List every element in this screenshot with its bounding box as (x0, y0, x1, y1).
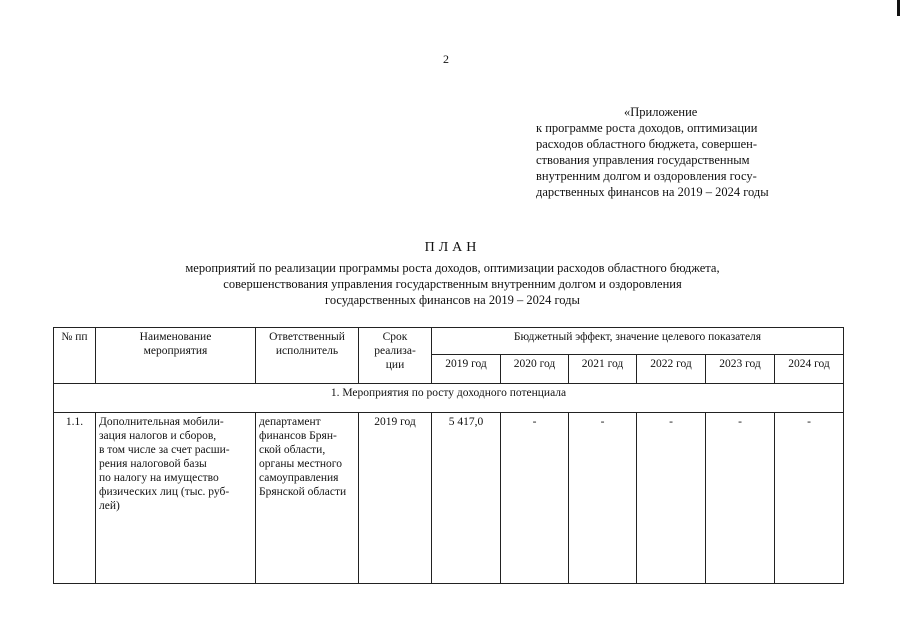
header-budget-effect: Бюджетный эффект, значение целевого показателя (432, 328, 844, 355)
page-number: 2 (443, 52, 449, 66)
document-title: ПЛАН (424, 240, 481, 255)
header-year: 2020 год (501, 355, 569, 384)
row-name: Дополнительная мобили- зация налогов и сборов, в том числе за счет расши- рения налоговой базы по налогу на имущество физических лиц (тыс. руб- лей) (96, 413, 256, 584)
header-num: № пп (54, 328, 96, 384)
appendix-line: «Приложение (624, 105, 698, 119)
document-subtitle (0, 260, 905, 308)
section-row (54, 384, 844, 413)
table-row (54, 413, 844, 584)
header-year: 2022 год (637, 355, 706, 384)
plan-table (53, 327, 844, 584)
appendix-line: внутренним долгом и оздоровления госу- (536, 169, 757, 183)
header-executor: Ответственный исполнитель (256, 328, 359, 384)
header-year: 2021 год (569, 355, 637, 384)
row-executor: департамент финансов Брян- ской области, органы местного самоуправления Брянской области (256, 413, 359, 584)
appendix-note (536, 104, 836, 200)
header-name: Наименование мероприятия (96, 328, 256, 384)
row-term: 2019 год (359, 413, 432, 584)
subtitle-line: государственных финансов на 2019 – 2024 годы (325, 293, 580, 307)
row-value-2024: - (775, 413, 844, 584)
header-year: 2023 год (706, 355, 775, 384)
subtitle-line: мероприятий по реализации программы роста доходов, оптимизации расходов областного бюджета, (185, 261, 720, 275)
header-row (54, 328, 844, 355)
row-value-2022: - (637, 413, 706, 584)
header-year: 2024 год (775, 355, 844, 384)
appendix-line: расходов областного бюджета, совершен- (536, 137, 758, 151)
row-value-2019: 5 417,0 (432, 413, 501, 584)
header-year: 2019 год (432, 355, 501, 384)
row-value-2021: - (569, 413, 637, 584)
appendix-line: дарственных финансов на 2019 – 2024 годы (536, 185, 769, 199)
subtitle-line: совершенствования управления государственным внутренним долгом и оздоровления (223, 277, 682, 291)
row-value-2023: - (706, 413, 775, 584)
header-term: Срок реализа- ции (359, 328, 432, 384)
section-title: 1. Мероприятия по росту доходного потенциала (54, 384, 844, 413)
scan-edge-mark (897, 0, 900, 16)
appendix-line: к программе роста доходов, оптимизации (536, 121, 758, 135)
row-value-2020: - (501, 413, 569, 584)
appendix-line: ствования управления государственным (536, 153, 750, 167)
row-num: 1.1. (54, 413, 96, 584)
